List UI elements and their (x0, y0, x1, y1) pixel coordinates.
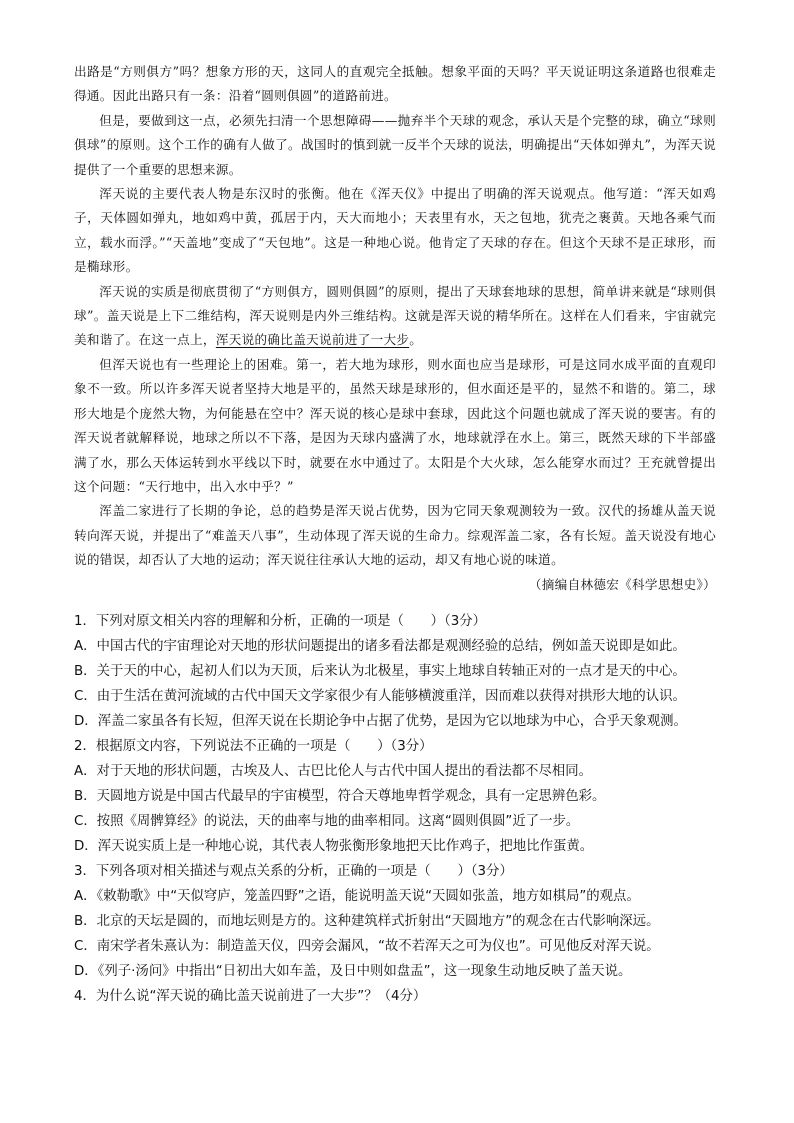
passage-paragraph-2: 但是，要做到这一点，必须先扫清一个思想障碍——抛弃半个天球的观念，承认天是个完整的球，确立“球则俱球”的原则。这个工作的确有人做了。战国时的慎到就一反半个天球的说法，明确提出“天体如弹丸”，为浑天说提供了一个重要的思想来源。 (74, 112, 716, 177)
question-1-option-d: D．浑盖二家虽各有长短，但浑天说在长期论争中占据了优势，是因为它以地球为中心，合乎天象观测。 (74, 714, 687, 729)
question-1-option-b: B．关于天的中心，起初人们以为天顶，后来认为北极星，事实上地球自转轴正对的一点才是天的中心。 (74, 664, 686, 679)
question-1-stem: 1．下列对原文相关内容的理解和分析，正确的一项是（ ）（3分） (74, 614, 487, 629)
question-section (74, 609, 734, 1009)
question-3-stem: 3．下列各项对相关描述与观点关系的分析，正确的一项是（ ）（3分） (74, 864, 513, 879)
passage-source: （摘编自林德宏《科学思想史》） (528, 576, 716, 592)
question-3-option-b: B．北京的天坛是圆的，而地坛则是方的。这种建筑样式折射出“天圆地方”的观念在古代影响深远。 (74, 914, 660, 929)
question-2-stem: 2．根据原文内容，下列说法不正确的一项是（ ）（3分） (74, 739, 433, 754)
question-3-option-c: C．南宋学者朱熹认为：制造盖天仪，四旁会漏风，“故不若浑天之可为仪也”。可见他反对浑天说。 (74, 939, 660, 954)
passage-paragraph-3: 浑天说的主要代表人物是东汉时的张衡。他在《浑天仪》中提出了明确的浑天说观点。他写道：“浑天如鸡子，天体圆如弹丸，地如鸡中黄，孤居于内，天大而地小；天表里有水，天之包地，犹壳之裹黄。天地各乘气而立，载水而浮。”“天盖地”变成了“天包地”。这是一种地心说。他肯定了天球的存在。但这个天球不是正球形，而是椭球形。 (74, 186, 716, 275)
question-2-option-a: A．对于天地的形状问题，古埃及人、古巴比伦人与古代中国人提出的看法都不尽相同。 (74, 764, 593, 779)
question-2-option-b: B．天圆地方说是中国古代最早的宇宙模型，符合天尊地卑哲学观念，具有一定思辨色彩。 (74, 789, 606, 804)
question-3-option-a: A．《敕勒歌》中“天似穹庐，笼盖四野”之语，能说明盖天说“天圆如张盖，地方如棋局”的观点。 (74, 889, 640, 904)
question-4-stem: 4．为什么说“浑天说的确比盖天说前进了一大步”？（4分） (74, 989, 427, 1004)
passage-paragraph-4 (74, 280, 716, 353)
passage-paragraph-5: 但浑天说也有一些理论上的困难。第一，若大地为球形，则水面也应当是球形，可是这同水成平面的直观印象不一致。所以许多浑天说者坚持大地是平的，虽然天球是球形的，但水面还是平的，显然不和谐的。第二，球形大地是个庞然大物，为何能悬在空中？浑天说的核心是球中套球，因此这个问题也就成了浑天说的要害。有的浑天说者就解释说，地球之所以不下落，是因为天球内盛满了水，地球就浮在水上。第三，既然天球的下半部盛满了水，那么天体运转到水平线以下时，就要在水中通过了。太阳是个大火球，怎么能穿水而过？王充就曾提出这个问题：“天行地中，出入水中乎？” (74, 356, 716, 494)
passage-paragraph-4-text: 浑天说的实质是彻底贯彻了“方则俱方，圆则俱圆”的原则，提出了天球套地球的思想，简单讲来就是“球则俱球”。盖天说是上下二维结构，浑天说则是内外三维结构。这就是浑天说的精华所在。这样在人们看来，宇宙就完美和谐了。在这一点上， (74, 283, 716, 348)
passage-paragraph-1: 出路是“方则俱方”吗？想象方形的天，这同人的直观完全抵触。想象平面的天吗？平天说证明这条道路也很难走得通。因此出路只有一条：沿着“圆则俱圆”的道路前进。 (74, 64, 716, 104)
question-2-option-c: C．按照《周髀算经》的说法，天的曲率与地的曲率相同。这离“圆则俱圆”近了一步。 (74, 814, 580, 829)
question-2-option-d: D．浑天说实质上是一种地心说，其代表人物张衡形象地把天比作鸡子，把地比作蛋黄。 (74, 839, 594, 854)
question-3-option-d: D．《列子·汤问》中指出“日初出大如车盖，及日中则如盘盂”，这一现象生动地反映了盖天说。 (74, 964, 632, 979)
reading-passage (74, 60, 716, 597)
underlined-key-sentence: 浑天说的确比盖天说前进了一大步 (215, 332, 410, 348)
passage-paragraph-4-end: 。 (409, 332, 423, 348)
question-1-option-c: C．由于生活在黄河流域的古代中国天文学家很少有人能够横渡重洋，因而难以获得对拱形大地的认识。 (74, 689, 686, 704)
passage-paragraph-6: 浑盖二家进行了长期的争论，总的趋势是浑天说占优势，因为它同天象观测较为一致。汉代的扬雄从盖天说转向浑天说，并提出了“难盖天八事”，生动体现了浑天说的生命力。综观浑盖二家，各有长短。盖天说没有地心说的错误，却否认了大地的运动；浑天说往往承认大地的运动，却又有地心说的味道。 (74, 503, 716, 568)
question-1-option-a: A．中国古代的宇宙理论对天地的形状问题提出的诸多看法都是观测经验的总结，例如盖天说即是如此。 (74, 639, 686, 654)
